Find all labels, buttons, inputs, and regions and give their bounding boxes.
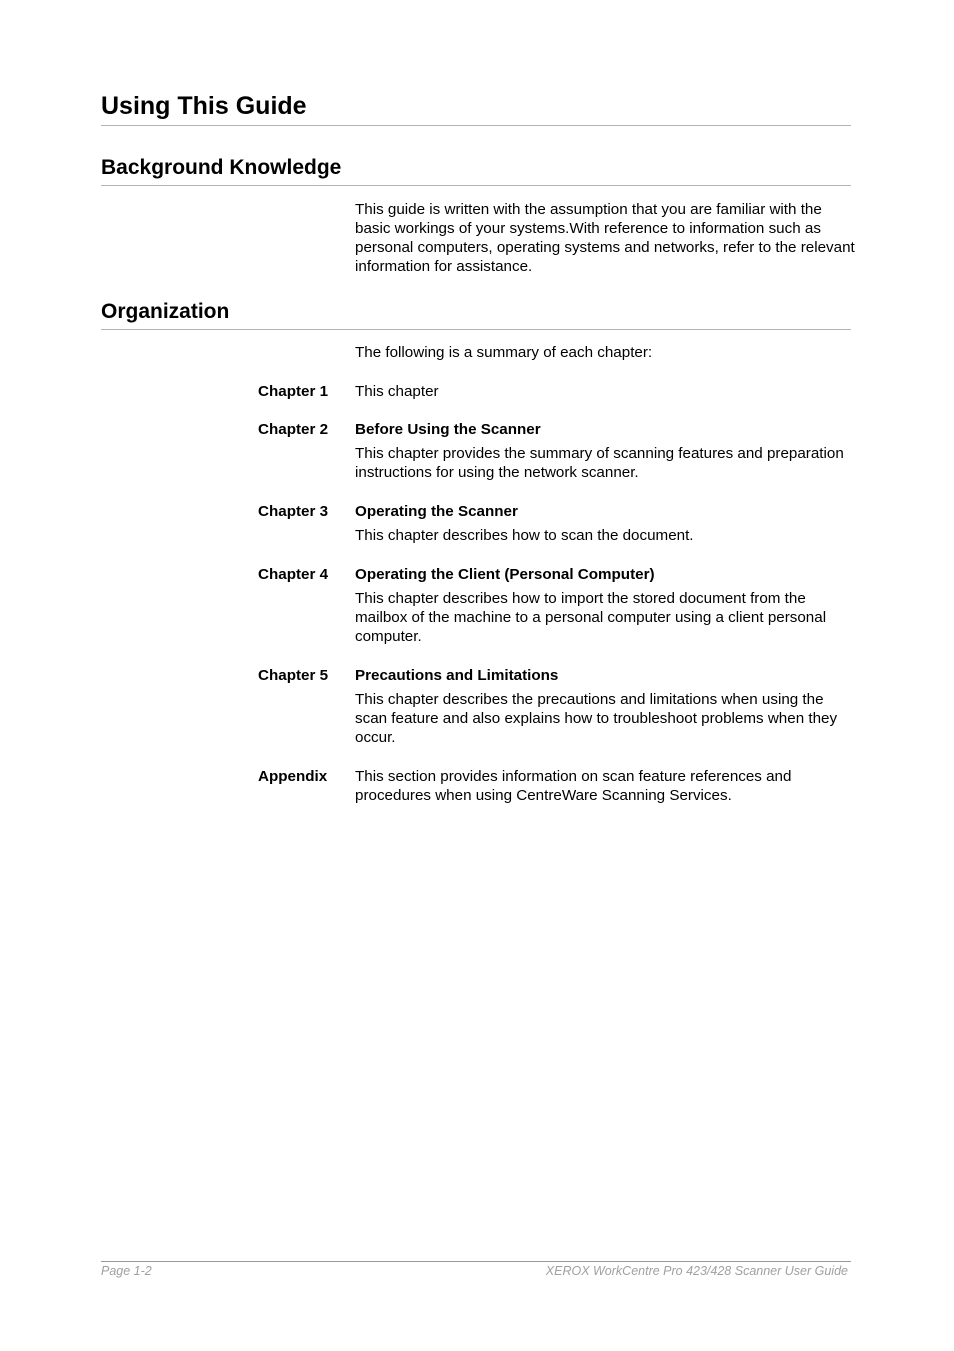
chapter-title: Precautions and Limitations	[355, 667, 559, 684]
background-paragraph: This guide is written with the assumption that you are familiar with the basic workings of your systems.With reference to information such as personal computers, operating systems and networks, refer to the relevant information for assistance.	[355, 201, 855, 275]
section-divider	[101, 185, 851, 186]
appendix-label: Appendix	[258, 768, 328, 785]
chapter-title: Operating the Scanner	[355, 503, 518, 520]
chapter-text: This chapter	[355, 383, 439, 400]
footer-divider	[101, 1261, 851, 1262]
page-title: Using This Guide	[101, 92, 307, 120]
section-heading-organization: Organization	[101, 300, 230, 323]
chapter-text: This chapter provides the summary of scanning features and preparation instructions for using the network scanner.	[355, 445, 844, 481]
chapter-label: Chapter 1	[258, 383, 329, 400]
organization-intro: The following is a summary of each chapter:	[355, 344, 653, 361]
chapter-label: Chapter 5	[258, 667, 329, 684]
chapter-description	[355, 666, 855, 747]
footer-page-number: Page 1-2	[101, 1264, 152, 1278]
chapter-description	[355, 382, 855, 401]
appendix-description	[355, 767, 855, 805]
chapter-text: This chapter describes the precautions and limitations when using the scan feature and also explains how to troubleshoot problems when they occur.	[355, 691, 838, 746]
title-divider	[101, 125, 851, 126]
chapter-title: Operating the Client (Personal Computer)	[355, 566, 655, 583]
chapter-title: Before Using the Scanner	[355, 421, 541, 438]
appendix-text: This section provides information on scan feature references and procedures when using CentreWare Scanning Services.	[355, 768, 792, 804]
chapter-text: This chapter describes how to scan the document.	[355, 527, 694, 544]
chapter-description	[355, 502, 855, 545]
chapter-text: This chapter describes how to import the stored document from the mailbox of the machine to a personal computer using a client personal computer.	[355, 590, 827, 645]
chapter-description	[355, 420, 855, 482]
chapter-label: Chapter 2	[258, 421, 329, 438]
chapter-label: Chapter 3	[258, 503, 329, 520]
section-heading-background: Background Knowledge	[101, 156, 342, 179]
chapter-description	[355, 565, 855, 646]
footer-document-title: XEROX WorkCentre Pro 423/428 Scanner User Guide	[545, 1264, 848, 1278]
section-divider	[101, 329, 851, 330]
chapter-label: Chapter 4	[258, 566, 329, 583]
